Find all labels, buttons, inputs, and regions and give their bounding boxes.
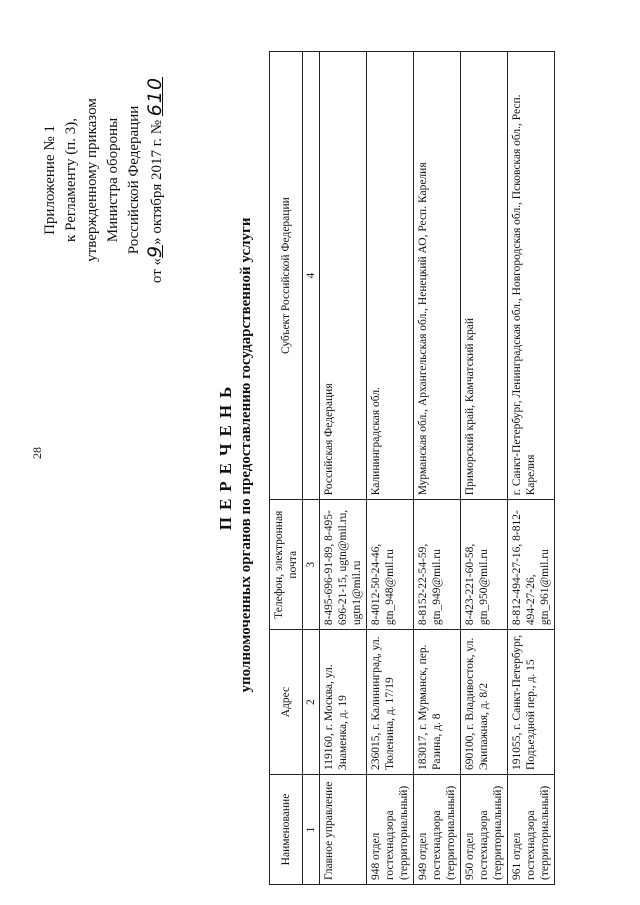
cell-contacts: 8-8152-22-54-59, gtn_949@mil.ru [414,500,461,630]
header-contacts: Телефон, электронная почта [270,500,303,630]
table-row [414,52,461,885]
cell-region: г. Санкт-Петербург, Ленинградская обл., Новгородская обл., Псковская обл., Респ. Карелия [508,52,555,500]
table-row [508,52,555,885]
appendix-line-2: к Регламенту (п. 3), [63,118,79,242]
date-day-handwritten: 9 [144,244,166,258]
cell-region: Российская Федерация [320,52,367,500]
column-number: 4 [303,52,320,500]
date-prefix: от « [149,257,165,284]
column-number: 3 [303,500,320,630]
cell-name: 961 отдел гостехнадзора (территориальный) [508,775,555,885]
cell-region: Приморский край, Камчатский край [461,52,508,500]
cell-address: 183017, г. Мурманск, пер. Разина, д. 8 [414,630,461,775]
document-title: ПЕРЕЧЕНЬ [216,379,235,531]
appendix-block [40,35,168,325]
column-number-row [303,52,320,885]
cell-region: Мурманская обл., Архангельская обл., Ненецкий АО, Респ. Карелия [414,52,461,500]
cell-name: 950 отдел гостехнадзора (территориальный) [461,775,508,885]
appendix-line-3: утвержденному приказом [84,98,100,262]
page-number: 28 [30,447,44,459]
header-name: Наименование [270,775,303,885]
cell-name: 948 отдел гостехнадзора (территориальный) [367,775,414,885]
table-header-row [270,52,303,885]
cell-address: 119160, г. Москва, ул. Знаменка, д. 19 [320,630,367,775]
cell-address: 191055, г. Санкт-Петербург, Подъездной пер., д. 15 [508,630,555,775]
header-address: Адрес [270,630,303,775]
date-middle: » октября 2017 г. № [149,119,165,245]
table-row [367,52,414,885]
rotated-page-content [40,25,600,885]
cell-contacts: 8-4012-50-24-46, gtn_948@mil.ru [367,500,414,630]
cell-contacts: 8-423-221-60-58, gtn_950@mil.ru [461,500,508,630]
order-number-handwritten: 610 [144,76,166,117]
cell-name: 949 отдел гостехнадзора (территориальный) [414,775,461,885]
appendix-date-line [145,35,168,325]
appendix-line-1: Приложение № 1 [42,125,58,235]
header-region: Субъект Российской Федерации [270,52,303,500]
column-number: 2 [303,630,320,775]
table-row [461,52,508,885]
cell-name: Главное управление [320,775,367,885]
table-row [320,52,367,885]
cell-address: 236015, г. Калининград, ул. Тюленина, д. 17/19 [367,630,414,775]
document-subtitle: уполномоченных органов по предоставлению государственной услуги [238,217,254,693]
authorities-table [269,51,555,885]
appendix-line-4: Министра обороны [105,117,121,243]
cell-contacts: 8-495-696-91-89, 8-495-696-21-15, ugtn@mil.ru, ugtn1@mil.ru [320,500,367,630]
column-number: 1 [303,775,320,885]
cell-address: 690100, г. Владивосток, ул. Экипажная, д. 8/2 [461,630,508,775]
appendix-line-5: Российской Федерации [126,105,142,255]
cell-region: Калининградская обл. [367,52,414,500]
cell-contacts: 8-812-494-27-16, 8-812-494-27-26, gtn_961@mil.ru [508,500,555,630]
